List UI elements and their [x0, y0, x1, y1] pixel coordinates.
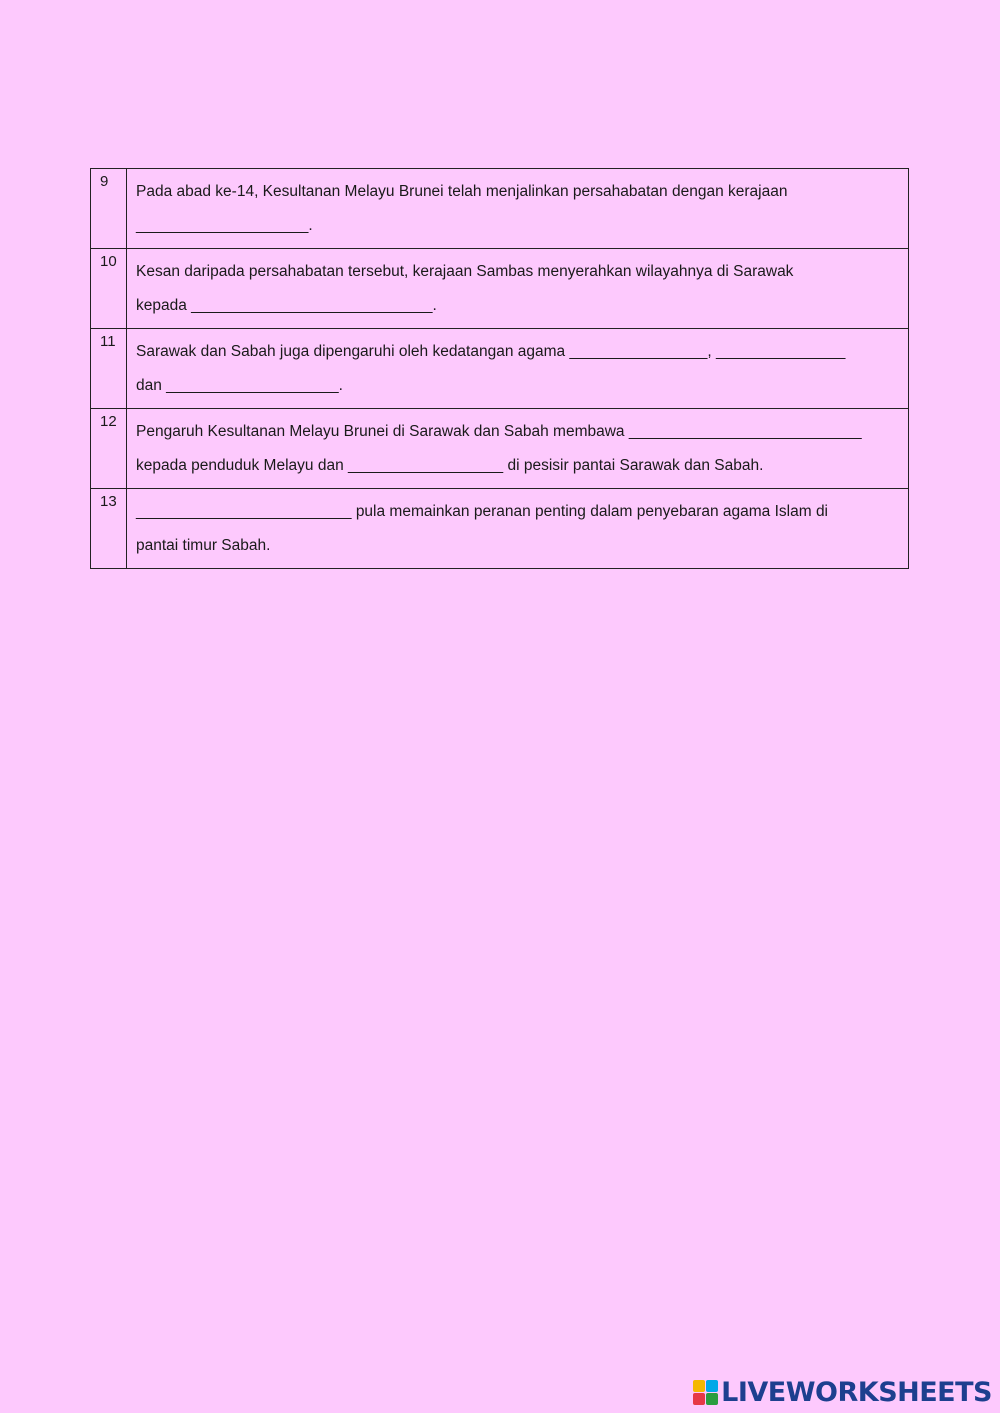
liveworksheets-logo-icon: [693, 1380, 718, 1405]
question-line-1: _________________________ pula memainkan peranan penting dalam penyebaran agama Islam di: [136, 503, 829, 520]
watermark-text: LIVEWORKSHEETS: [721, 1377, 992, 1408]
question-number: 13: [91, 489, 127, 569]
question-line-1: Kesan daripada persahabatan tersebut, kerajaan Sambas menyerahkan wilayahnya di Sarawak: [136, 263, 794, 280]
question-line-2: dan ____________________.: [136, 377, 343, 394]
question-line-1: Pada abad ke-14, Kesultanan Melayu Brunei telah menjalinkan persahabatan dengan kerajaan: [136, 183, 788, 200]
question-line-2: kepada penduduk Melayu dan __________________ di pesisir pantai Sarawak dan Sabah.: [136, 457, 764, 474]
question-text: [127, 329, 909, 409]
question-number: 10: [91, 249, 127, 329]
question-row-12: [91, 409, 909, 489]
question-row-10: [91, 249, 909, 329]
question-line-1: Pengaruh Kesultanan Melayu Brunei di Sarawak dan Sabah membawa ___________________________: [136, 423, 862, 440]
question-line-1: Sarawak dan Sabah juga dipengaruhi oleh kedatangan agama ________________, _______________: [136, 343, 846, 360]
question-text: [127, 169, 909, 249]
question-row-13: [91, 489, 909, 569]
question-table: [90, 168, 909, 569]
question-text: [127, 409, 909, 489]
question-line-2: kepada ____________________________.: [136, 297, 437, 314]
question-number: 12: [91, 409, 127, 489]
question-line-2: pantai timur Sabah.: [136, 537, 271, 554]
question-number: 9: [91, 169, 127, 249]
question-line-2: ____________________.: [136, 217, 313, 234]
question-row-11: [91, 329, 909, 409]
question-row-9: [91, 169, 909, 249]
question-number: 11: [91, 329, 127, 409]
question-text: [127, 489, 909, 569]
question-text: [127, 249, 909, 329]
liveworksheets-watermark: [693, 1377, 992, 1408]
